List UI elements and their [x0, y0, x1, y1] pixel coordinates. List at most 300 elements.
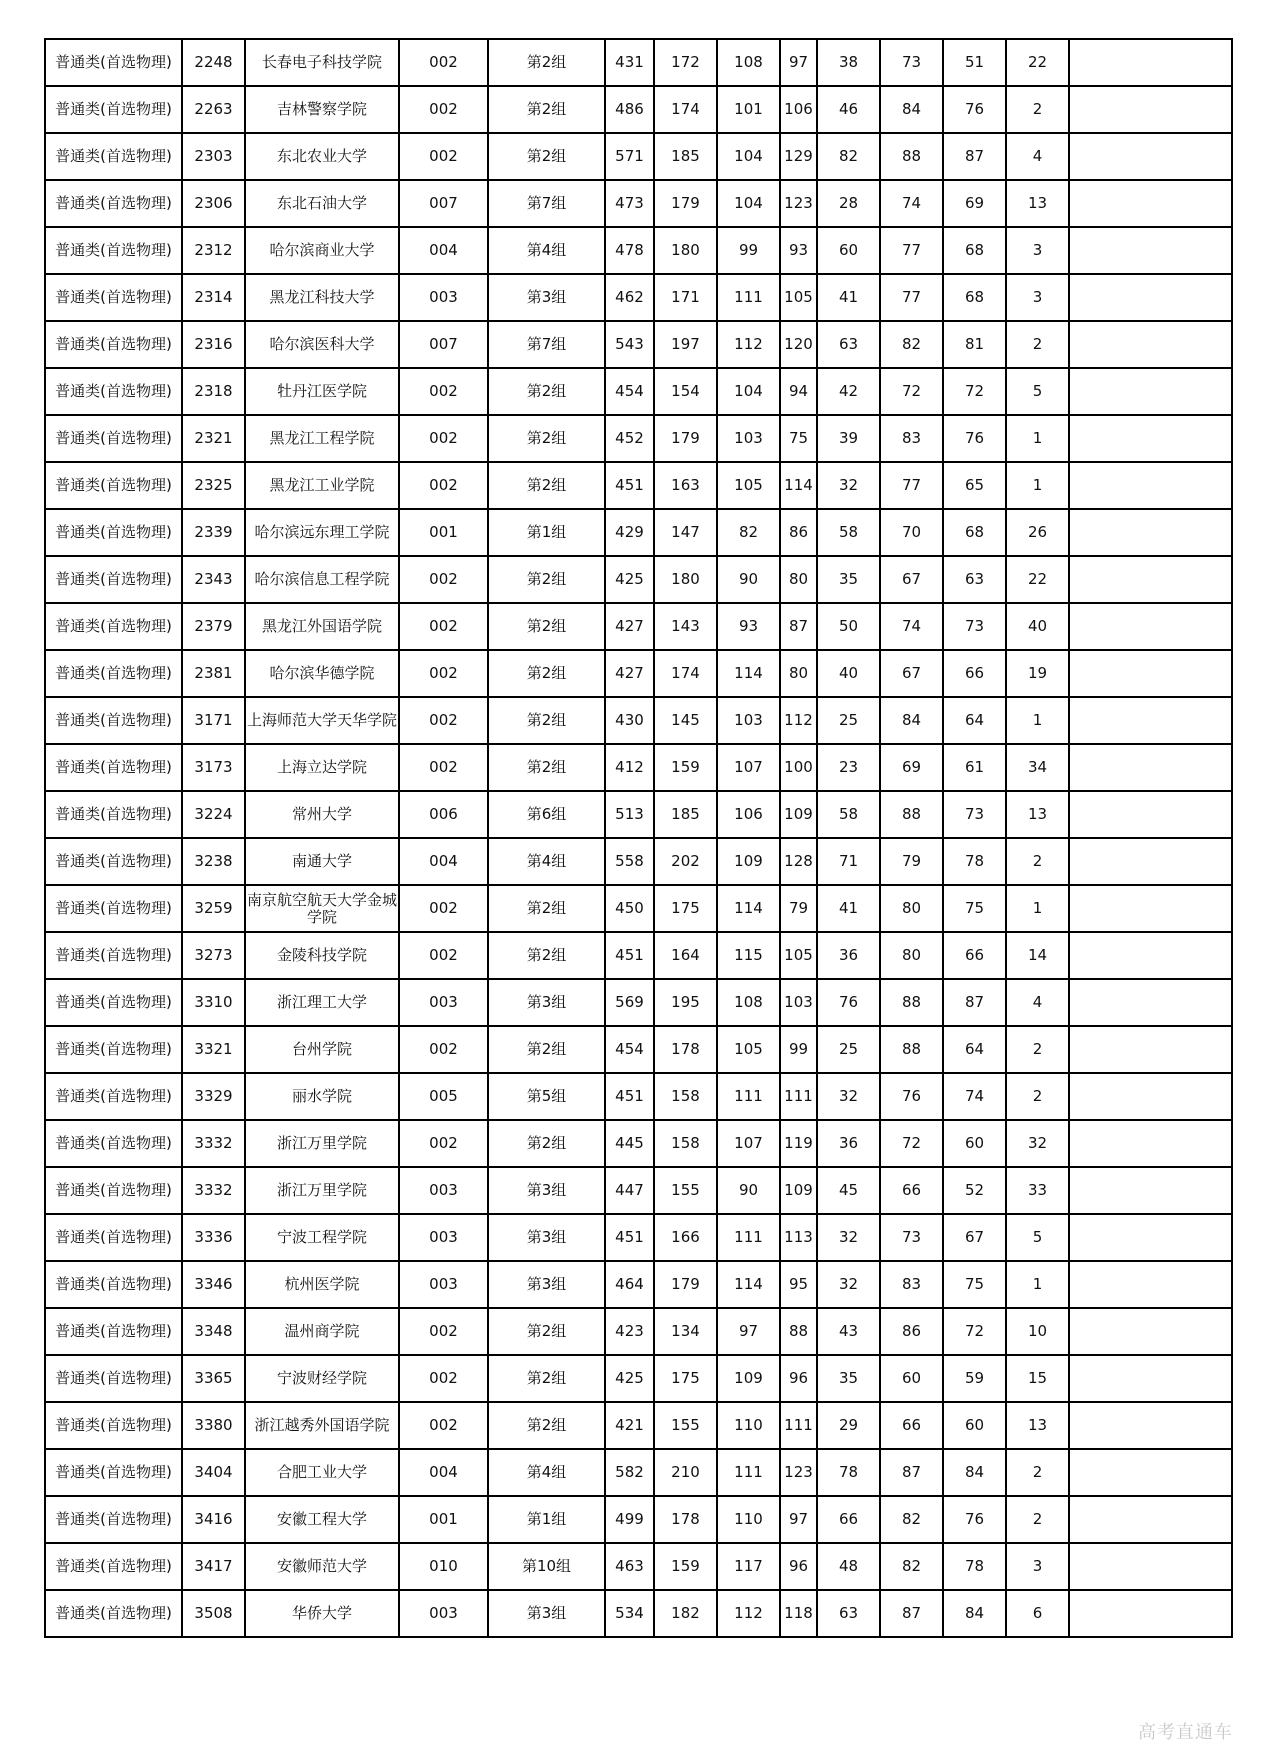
cell-code: 3259 [182, 885, 245, 932]
cell-col-k: 73 [880, 1214, 943, 1261]
cell-total-score: 451 [605, 932, 654, 979]
cell-code: 3508 [182, 1590, 245, 1637]
cell-subject-a: 103 [717, 415, 780, 462]
cell-category: 普通类(首选物理) [45, 1496, 182, 1543]
cell-col-j: 48 [817, 1543, 880, 1590]
cell-count: 13 [1006, 1402, 1069, 1449]
cell-count: 5 [1006, 1214, 1069, 1261]
cell-category: 普通类(首选物理) [45, 180, 182, 227]
cell-col-k: 83 [880, 1261, 943, 1308]
cell-subject-a: 90 [717, 1167, 780, 1214]
cell-code: 2343 [182, 556, 245, 603]
cell-group-name: 第2组 [488, 650, 605, 697]
cell-group-code: 006 [399, 791, 488, 838]
cell-col-l: 76 [943, 415, 1006, 462]
cell-col-j: 32 [817, 462, 880, 509]
cell-total-score: 450 [605, 885, 654, 932]
cell-chinese-math-score: 180 [654, 227, 717, 274]
cell-category: 普通类(首选物理) [45, 1026, 182, 1073]
cell-category: 普通类(首选物理) [45, 39, 182, 86]
cell-subject-a: 101 [717, 86, 780, 133]
table-row [45, 86, 1232, 133]
cell-total-score: 499 [605, 1496, 654, 1543]
cell-remarks [1069, 1214, 1232, 1261]
cell-col-k: 88 [880, 1026, 943, 1073]
cell-count: 1 [1006, 1261, 1069, 1308]
cell-category: 普通类(首选物理) [45, 1355, 182, 1402]
cell-school-name: 哈尔滨医科大学 [245, 321, 399, 368]
cell-count: 19 [1006, 650, 1069, 697]
cell-col-k: 82 [880, 1543, 943, 1590]
cell-total-score: 569 [605, 979, 654, 1026]
cell-code: 3332 [182, 1120, 245, 1167]
cell-count: 3 [1006, 227, 1069, 274]
cell-code: 2381 [182, 650, 245, 697]
cell-group-name: 第3组 [488, 1167, 605, 1214]
table-row [45, 1590, 1232, 1637]
cell-col-k: 88 [880, 791, 943, 838]
cell-col-j: 29 [817, 1402, 880, 1449]
cell-group-name: 第2组 [488, 462, 605, 509]
cell-school-name: 哈尔滨华德学院 [245, 650, 399, 697]
cell-subject-b: 111 [780, 1073, 817, 1120]
cell-col-l: 81 [943, 321, 1006, 368]
cell-subject-a: 108 [717, 979, 780, 1026]
cell-subject-b: 86 [780, 509, 817, 556]
cell-col-k: 72 [880, 368, 943, 415]
cell-col-j: 32 [817, 1261, 880, 1308]
cell-col-l: 65 [943, 462, 1006, 509]
cell-category: 普通类(首选物理) [45, 1073, 182, 1120]
cell-code: 3380 [182, 1402, 245, 1449]
cell-count: 13 [1006, 180, 1069, 227]
cell-col-k: 80 [880, 932, 943, 979]
cell-subject-b: 96 [780, 1355, 817, 1402]
cell-col-j: 41 [817, 885, 880, 932]
cell-chinese-math-score: 202 [654, 838, 717, 885]
cell-col-j: 38 [817, 39, 880, 86]
cell-group-name: 第3组 [488, 1261, 605, 1308]
cell-col-l: 59 [943, 1355, 1006, 1402]
table-row [45, 1308, 1232, 1355]
cell-group-code: 002 [399, 368, 488, 415]
cell-subject-b: 129 [780, 133, 817, 180]
cell-count: 1 [1006, 462, 1069, 509]
table-row [45, 462, 1232, 509]
cell-col-l: 60 [943, 1120, 1006, 1167]
cell-subject-b: 119 [780, 1120, 817, 1167]
table-row [45, 1120, 1232, 1167]
cell-count: 14 [1006, 932, 1069, 979]
cell-school-name: 哈尔滨商业大学 [245, 227, 399, 274]
cell-col-l: 75 [943, 885, 1006, 932]
cell-school-name: 上海立达学院 [245, 744, 399, 791]
cell-group-code: 002 [399, 885, 488, 932]
cell-col-l: 61 [943, 744, 1006, 791]
cell-chinese-math-score: 185 [654, 791, 717, 838]
cell-col-k: 84 [880, 697, 943, 744]
cell-remarks [1069, 744, 1232, 791]
table-row [45, 274, 1232, 321]
cell-code: 3273 [182, 932, 245, 979]
cell-col-l: 68 [943, 509, 1006, 556]
cell-col-j: 25 [817, 1026, 880, 1073]
cell-group-name: 第7组 [488, 321, 605, 368]
cell-col-l: 64 [943, 1026, 1006, 1073]
cell-chinese-math-score: 159 [654, 744, 717, 791]
cell-col-j: 46 [817, 86, 880, 133]
cell-code: 3336 [182, 1214, 245, 1261]
cell-chinese-math-score: 172 [654, 39, 717, 86]
cell-category: 普通类(首选物理) [45, 86, 182, 133]
cell-subject-a: 115 [717, 932, 780, 979]
cell-remarks [1069, 1308, 1232, 1355]
cell-chinese-math-score: 155 [654, 1167, 717, 1214]
table-row [45, 744, 1232, 791]
cell-count: 33 [1006, 1167, 1069, 1214]
cell-subject-b: 123 [780, 1449, 817, 1496]
cell-col-j: 82 [817, 133, 880, 180]
cell-subject-a: 103 [717, 697, 780, 744]
cell-count: 3 [1006, 274, 1069, 321]
cell-school-name: 常州大学 [245, 791, 399, 838]
cell-count: 2 [1006, 838, 1069, 885]
cell-count: 22 [1006, 39, 1069, 86]
table-row [45, 1543, 1232, 1590]
cell-group-name: 第2组 [488, 744, 605, 791]
cell-col-l: 60 [943, 1402, 1006, 1449]
table-row [45, 1355, 1232, 1402]
cell-subject-b: 94 [780, 368, 817, 415]
cell-group-name: 第2组 [488, 39, 605, 86]
cell-chinese-math-score: 145 [654, 697, 717, 744]
cell-category: 普通类(首选物理) [45, 1261, 182, 1308]
table-row [45, 979, 1232, 1026]
table-row [45, 556, 1232, 603]
cell-total-score: 478 [605, 227, 654, 274]
cell-col-l: 68 [943, 274, 1006, 321]
cell-count: 15 [1006, 1355, 1069, 1402]
cell-subject-b: 87 [780, 603, 817, 650]
table-row [45, 1496, 1232, 1543]
cell-category: 普通类(首选物理) [45, 1214, 182, 1261]
cell-group-name: 第2组 [488, 1120, 605, 1167]
cell-chinese-math-score: 182 [654, 1590, 717, 1637]
cell-chinese-math-score: 158 [654, 1073, 717, 1120]
cell-total-score: 423 [605, 1308, 654, 1355]
cell-subject-a: 109 [717, 838, 780, 885]
cell-subject-a: 114 [717, 885, 780, 932]
cell-col-j: 35 [817, 1355, 880, 1402]
watermark: 高考直通车 [1138, 1722, 1233, 1743]
cell-remarks [1069, 180, 1232, 227]
cell-group-name: 第2组 [488, 415, 605, 462]
cell-chinese-math-score: 178 [654, 1496, 717, 1543]
cell-category: 普通类(首选物理) [45, 274, 182, 321]
cell-category: 普通类(首选物理) [45, 697, 182, 744]
cell-chinese-math-score: 185 [654, 133, 717, 180]
cell-code: 3417 [182, 1543, 245, 1590]
cell-school-name: 牡丹江医学院 [245, 368, 399, 415]
cell-count: 13 [1006, 791, 1069, 838]
cell-group-name: 第2组 [488, 133, 605, 180]
cell-category: 普通类(首选物理) [45, 556, 182, 603]
cell-col-k: 66 [880, 1402, 943, 1449]
table-row [45, 1073, 1232, 1120]
cell-school-name: 浙江理工大学 [245, 979, 399, 1026]
cell-total-score: 451 [605, 462, 654, 509]
cell-group-name: 第1组 [488, 509, 605, 556]
cell-group-code: 002 [399, 415, 488, 462]
cell-subject-a: 107 [717, 1120, 780, 1167]
cell-group-code: 002 [399, 1402, 488, 1449]
cell-col-k: 80 [880, 885, 943, 932]
cell-total-score: 431 [605, 39, 654, 86]
cell-code: 2248 [182, 39, 245, 86]
cell-remarks [1069, 1355, 1232, 1402]
cell-category: 普通类(首选物理) [45, 368, 182, 415]
cell-col-l: 74 [943, 1073, 1006, 1120]
cell-chinese-math-score: 197 [654, 321, 717, 368]
table-row [45, 1449, 1232, 1496]
cell-col-j: 58 [817, 509, 880, 556]
table-row [45, 1026, 1232, 1073]
cell-group-code: 004 [399, 227, 488, 274]
cell-school-name: 浙江越秀外国语学院 [245, 1402, 399, 1449]
cell-group-name: 第2组 [488, 932, 605, 979]
cell-school-name: 上海师范大学天华学院 [245, 697, 399, 744]
table-row [45, 133, 1232, 180]
cell-col-l: 51 [943, 39, 1006, 86]
table-row [45, 697, 1232, 744]
table-row [45, 885, 1232, 932]
cell-col-k: 79 [880, 838, 943, 885]
cell-code: 3321 [182, 1026, 245, 1073]
table-row [45, 932, 1232, 979]
cell-col-l: 84 [943, 1449, 1006, 1496]
cell-col-l: 87 [943, 133, 1006, 180]
cell-group-name: 第7组 [488, 180, 605, 227]
table-row [45, 415, 1232, 462]
cell-total-score: 463 [605, 1543, 654, 1590]
cell-total-score: 558 [605, 838, 654, 885]
cell-subject-b: 105 [780, 932, 817, 979]
cell-category: 普通类(首选物理) [45, 1120, 182, 1167]
cell-subject-a: 104 [717, 368, 780, 415]
cell-col-k: 67 [880, 650, 943, 697]
cell-group-code: 004 [399, 1449, 488, 1496]
cell-subject-a: 107 [717, 744, 780, 791]
cell-count: 2 [1006, 1496, 1069, 1543]
cell-col-k: 72 [880, 1120, 943, 1167]
admission-score-table [44, 38, 1233, 1638]
cell-group-name: 第2组 [488, 368, 605, 415]
cell-school-name: 浙江万里学院 [245, 1120, 399, 1167]
cell-col-k: 76 [880, 1073, 943, 1120]
cell-total-score: 454 [605, 1026, 654, 1073]
cell-col-l: 67 [943, 1214, 1006, 1261]
cell-subject-a: 111 [717, 1073, 780, 1120]
cell-group-name: 第3组 [488, 274, 605, 321]
table-row [45, 650, 1232, 697]
cell-subject-b: 75 [780, 415, 817, 462]
cell-school-name: 安徽师范大学 [245, 1543, 399, 1590]
cell-subject-b: 97 [780, 1496, 817, 1543]
cell-group-name: 第2组 [488, 1026, 605, 1073]
cell-chinese-math-score: 155 [654, 1402, 717, 1449]
cell-count: 26 [1006, 509, 1069, 556]
cell-count: 2 [1006, 1073, 1069, 1120]
cell-count: 22 [1006, 556, 1069, 603]
cell-code: 2306 [182, 180, 245, 227]
cell-total-score: 451 [605, 1214, 654, 1261]
cell-col-j: 71 [817, 838, 880, 885]
cell-count: 5 [1006, 368, 1069, 415]
cell-col-k: 82 [880, 321, 943, 368]
table-row [45, 1402, 1232, 1449]
cell-count: 1 [1006, 415, 1069, 462]
cell-col-j: 58 [817, 791, 880, 838]
cell-count: 6 [1006, 1590, 1069, 1637]
cell-subject-a: 104 [717, 180, 780, 227]
cell-col-j: 40 [817, 650, 880, 697]
cell-col-j: 78 [817, 1449, 880, 1496]
cell-group-code: 002 [399, 39, 488, 86]
cell-col-j: 23 [817, 744, 880, 791]
cell-col-l: 75 [943, 1261, 1006, 1308]
cell-subject-b: 109 [780, 791, 817, 838]
cell-chinese-math-score: 159 [654, 1543, 717, 1590]
cell-code: 2318 [182, 368, 245, 415]
cell-subject-b: 80 [780, 650, 817, 697]
cell-subject-a: 111 [717, 274, 780, 321]
cell-subject-a: 93 [717, 603, 780, 650]
cell-category: 普通类(首选物理) [45, 885, 182, 932]
cell-category: 普通类(首选物理) [45, 744, 182, 791]
cell-col-l: 78 [943, 1543, 1006, 1590]
cell-category: 普通类(首选物理) [45, 1449, 182, 1496]
cell-remarks [1069, 697, 1232, 744]
cell-group-code: 002 [399, 462, 488, 509]
cell-remarks [1069, 39, 1232, 86]
cell-col-j: 60 [817, 227, 880, 274]
cell-subject-a: 110 [717, 1496, 780, 1543]
cell-total-score: 464 [605, 1261, 654, 1308]
cell-group-name: 第4组 [488, 227, 605, 274]
table-row [45, 509, 1232, 556]
cell-category: 普通类(首选物理) [45, 415, 182, 462]
cell-group-code: 003 [399, 979, 488, 1026]
cell-remarks [1069, 509, 1232, 556]
cell-total-score: 462 [605, 274, 654, 321]
cell-school-name: 温州商学院 [245, 1308, 399, 1355]
cell-col-j: 36 [817, 1120, 880, 1167]
cell-chinese-math-score: 154 [654, 368, 717, 415]
cell-code: 2263 [182, 86, 245, 133]
cell-subject-b: 109 [780, 1167, 817, 1214]
cell-school-name: 安徽工程大学 [245, 1496, 399, 1543]
cell-subject-b: 103 [780, 979, 817, 1026]
cell-code: 3238 [182, 838, 245, 885]
cell-school-name: 黑龙江科技大学 [245, 274, 399, 321]
cell-group-name: 第2组 [488, 697, 605, 744]
cell-col-l: 72 [943, 1308, 1006, 1355]
cell-subject-b: 120 [780, 321, 817, 368]
cell-chinese-math-score: 143 [654, 603, 717, 650]
cell-col-k: 87 [880, 1449, 943, 1496]
cell-count: 2 [1006, 86, 1069, 133]
cell-remarks [1069, 1496, 1232, 1543]
cell-code: 2321 [182, 415, 245, 462]
cell-code: 2314 [182, 274, 245, 321]
cell-group-code: 002 [399, 697, 488, 744]
cell-subject-a: 90 [717, 556, 780, 603]
cell-subject-a: 114 [717, 1261, 780, 1308]
cell-col-k: 67 [880, 556, 943, 603]
cell-subject-b: 123 [780, 180, 817, 227]
cell-count: 2 [1006, 1449, 1069, 1496]
cell-col-l: 87 [943, 979, 1006, 1026]
table-row [45, 1214, 1232, 1261]
cell-col-l: 72 [943, 368, 1006, 415]
cell-total-score: 582 [605, 1449, 654, 1496]
cell-col-j: 45 [817, 1167, 880, 1214]
cell-count: 40 [1006, 603, 1069, 650]
cell-remarks [1069, 650, 1232, 697]
cell-col-k: 74 [880, 603, 943, 650]
cell-col-j: 63 [817, 321, 880, 368]
cell-group-name: 第4组 [488, 1449, 605, 1496]
cell-remarks [1069, 1261, 1232, 1308]
cell-category: 普通类(首选物理) [45, 321, 182, 368]
cell-subject-a: 117 [717, 1543, 780, 1590]
cell-chinese-math-score: 147 [654, 509, 717, 556]
cell-school-name: 金陵科技学院 [245, 932, 399, 979]
cell-chinese-math-score: 134 [654, 1308, 717, 1355]
cell-col-l: 52 [943, 1167, 1006, 1214]
cell-col-k: 88 [880, 133, 943, 180]
cell-group-name: 第10组 [488, 1543, 605, 1590]
cell-total-score: 425 [605, 1355, 654, 1402]
cell-total-score: 421 [605, 1402, 654, 1449]
cell-remarks [1069, 368, 1232, 415]
cell-total-score: 473 [605, 180, 654, 227]
cell-school-name: 浙江万里学院 [245, 1167, 399, 1214]
cell-group-code: 007 [399, 321, 488, 368]
cell-code: 3332 [182, 1167, 245, 1214]
cell-col-l: 76 [943, 1496, 1006, 1543]
table-row [45, 368, 1232, 415]
table-row [45, 603, 1232, 650]
cell-count: 32 [1006, 1120, 1069, 1167]
cell-code: 2303 [182, 133, 245, 180]
cell-col-j: 43 [817, 1308, 880, 1355]
cell-total-score: 454 [605, 368, 654, 415]
cell-remarks [1069, 227, 1232, 274]
cell-total-score: 427 [605, 650, 654, 697]
cell-group-code: 003 [399, 1261, 488, 1308]
cell-remarks [1069, 274, 1232, 321]
cell-col-k: 77 [880, 274, 943, 321]
cell-subject-b: 100 [780, 744, 817, 791]
cell-total-score: 452 [605, 415, 654, 462]
cell-col-l: 73 [943, 603, 1006, 650]
cell-total-score: 513 [605, 791, 654, 838]
cell-subject-a: 111 [717, 1214, 780, 1261]
cell-group-code: 003 [399, 1214, 488, 1261]
cell-group-code: 004 [399, 838, 488, 885]
cell-subject-a: 104 [717, 133, 780, 180]
